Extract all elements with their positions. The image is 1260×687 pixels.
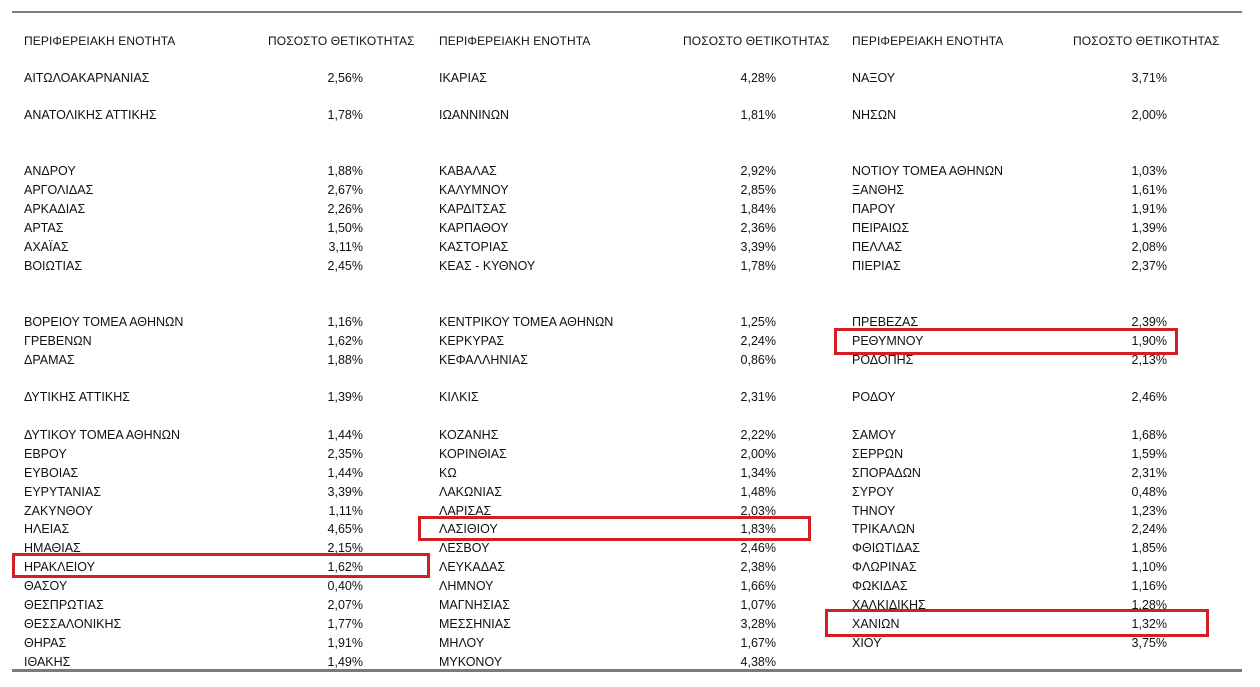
positivity-value: 1,78% xyxy=(740,259,776,273)
positivity-value: 1,39% xyxy=(327,390,363,404)
positivity-value: 0,48% xyxy=(1131,485,1167,499)
region-name: ΘΑΣΟΥ xyxy=(24,579,68,593)
positivity-value: 2,38% xyxy=(740,560,776,574)
region-name: ΣΠΟΡΑΔΩΝ xyxy=(852,466,921,480)
positivity-value: 1,62% xyxy=(327,334,363,348)
region-name: ΛΑΚΩΝΙΑΣ xyxy=(439,485,502,499)
column-header-region: ΠΕΡΙΦΕΡΕΙΑΚΗ ΕΝΟΤΗΤΑ xyxy=(24,34,176,48)
region-name: ΜΑΓΝΗΣΙΑΣ xyxy=(439,598,510,612)
positivity-value: 1,07% xyxy=(740,598,776,612)
region-name: ΚΑΣΤΟΡΙΑΣ xyxy=(439,240,509,254)
region-name: ΚΕΡΚΥΡΑΣ xyxy=(439,334,505,348)
positivity-value: 2,46% xyxy=(1131,390,1167,404)
positivity-value: 2,37% xyxy=(1131,259,1167,273)
region-name: ΑΡΚΑΔΙΑΣ xyxy=(24,202,86,216)
highlight-box xyxy=(834,328,1178,355)
region-name: ΞΑΝΘΗΣ xyxy=(852,183,904,197)
column-header-rate: ΠΟΣΟΣΤΟ ΘΕΤΙΚΟΤΗΤΑΣ xyxy=(1073,34,1220,48)
region-name: ΕΥΒΟΙΑΣ xyxy=(24,466,79,480)
region-name: ΚΑΡΠΑΘΟΥ xyxy=(439,221,509,235)
region-name: ΑΝΔΡΟΥ xyxy=(24,164,76,178)
positivity-value: 2,56% xyxy=(327,71,363,85)
positivity-value: 2,24% xyxy=(740,334,776,348)
region-name: ΚΑΛΥΜΝΟΥ xyxy=(439,183,509,197)
region-name: ΗΛΕΙΑΣ xyxy=(24,522,70,536)
region-name: ΚΕΦΑΛΛΗΝΙΑΣ xyxy=(439,353,528,367)
region-name: ΘΗΡΑΣ xyxy=(24,636,67,650)
positivity-value: 2,31% xyxy=(1131,466,1167,480)
positivity-value: 2,92% xyxy=(740,164,776,178)
positivity-value: 1,84% xyxy=(740,202,776,216)
region-name: ΡΟΔΟΠΗΣ xyxy=(852,353,914,367)
positivity-value: 2,26% xyxy=(327,202,363,216)
positivity-value: 1,91% xyxy=(1131,202,1167,216)
region-name: ΠΑΡΟΥ xyxy=(852,202,896,216)
positivity-value: 2,07% xyxy=(327,598,363,612)
region-name: ΤΗΝΟΥ xyxy=(852,504,896,518)
region-name: ΝΟΤΙΟΥ ΤΟΜΕΑ ΑΘΗΝΩΝ xyxy=(852,164,1004,178)
region-name: ΚΑΡΔΙΤΣΑΣ xyxy=(439,202,507,216)
region-name: ΧΑΛΚΙΔΙΚΗΣ xyxy=(852,598,926,612)
region-name: ΛΕΥΚΑΔΑΣ xyxy=(439,560,506,574)
positivity-value: 1,90% xyxy=(1131,334,1167,348)
top-rule xyxy=(12,11,1242,13)
region-name: ΑΝΑΤΟΛΙΚΗΣ ΑΤΤΙΚΗΣ xyxy=(24,108,157,122)
positivity-value: 1,03% xyxy=(1131,164,1167,178)
region-name: ΖΑΚΥΝΘΟΥ xyxy=(24,504,94,518)
positivity-value: 1,10% xyxy=(1131,560,1167,574)
positivity-value: 0,40% xyxy=(327,579,363,593)
region-name: ΧΑΝΙΩΝ xyxy=(852,617,900,631)
positivity-value: 1,85% xyxy=(1131,541,1167,555)
positivity-value: 1,88% xyxy=(327,164,363,178)
highlight-box xyxy=(825,609,1209,637)
positivity-value: 2,15% xyxy=(327,541,363,555)
region-name: ΦΛΩΡΙΝΑΣ xyxy=(852,560,917,574)
region-name: ΓΡΕΒΕΝΩΝ xyxy=(24,334,92,348)
positivity-value: 1,16% xyxy=(327,315,363,329)
positivity-value: 2,03% xyxy=(740,504,776,518)
region-name: ΝΑΞΟΥ xyxy=(852,71,896,85)
region-name: ΠΕΛΛΑΣ xyxy=(852,240,903,254)
region-name: ΜΥΚΟΝΟΥ xyxy=(439,655,503,669)
positivity-value: 0,86% xyxy=(740,353,776,367)
positivity-value: 1,50% xyxy=(327,221,363,235)
region-name: ΚΟΖΑΝΗΣ xyxy=(439,428,499,442)
region-name: ΙΘΑΚΗΣ xyxy=(24,655,71,669)
positivity-value: 1,16% xyxy=(1131,579,1167,593)
column-header-region: ΠΕΡΙΦΕΡΕΙΑΚΗ ΕΝΟΤΗΤΑ xyxy=(852,34,1004,48)
region-name: ΦΩΚΙΔΑΣ xyxy=(852,579,908,593)
positivity-value: 1,23% xyxy=(1131,504,1167,518)
region-name: ΠΕΙΡΑΙΩΣ xyxy=(852,221,910,235)
region-name: ΔΥΤΙΚΗΣ ΑΤΤΙΚΗΣ xyxy=(24,390,130,404)
positivity-value: 3,71% xyxy=(1131,71,1167,85)
region-name: ΘΕΣΣΑΛΟΝΙΚΗΣ xyxy=(24,617,122,631)
region-name: ΔΥΤΙΚΟΥ ΤΟΜΕΑ ΑΘΗΝΩΝ xyxy=(24,428,181,442)
bottom-rule xyxy=(12,669,1242,672)
region-name: ΜΕΣΣΗΝΙΑΣ xyxy=(439,617,511,631)
region-name: ΗΜΑΘΙΑΣ xyxy=(24,541,81,555)
region-name: ΚΩ xyxy=(439,466,457,480)
region-name: ΠΙΕΡΙΑΣ xyxy=(852,259,901,273)
region-name: ΔΡΑΜΑΣ xyxy=(24,353,75,367)
region-name: ΕΒΡΟΥ xyxy=(24,447,67,461)
region-name: ΚΑΒΑΛΑΣ xyxy=(439,164,497,178)
positivity-value: 1,34% xyxy=(740,466,776,480)
positivity-value: 1,48% xyxy=(740,485,776,499)
region-name: ΗΡΑΚΛΕΙΟΥ xyxy=(24,560,95,574)
region-name: ΑΙΤΩΛΟΑΚΑΡΝΑΝΙΑΣ xyxy=(24,71,150,85)
positivity-value: 3,39% xyxy=(327,485,363,499)
positivity-value: 1,66% xyxy=(740,579,776,593)
positivity-value: 2,39% xyxy=(1131,315,1167,329)
positivity-value: 3,28% xyxy=(740,617,776,631)
positivity-value: 1,32% xyxy=(1131,617,1167,631)
region-name: ΤΡΙΚΑΛΩΝ xyxy=(852,522,915,536)
positivity-value: 1,78% xyxy=(327,108,363,122)
region-name: ΛΗΜΝΟΥ xyxy=(439,579,494,593)
region-name: ΣΥΡΟΥ xyxy=(852,485,895,499)
region-name: ΑΡΤΑΣ xyxy=(24,221,64,235)
positivity-value: 1,44% xyxy=(327,428,363,442)
region-name: ΘΕΣΠΡΩΤΙΑΣ xyxy=(24,598,104,612)
region-name: ΛΑΣΙΘΙΟΥ xyxy=(439,522,498,536)
positivity-value: 1,61% xyxy=(1131,183,1167,197)
positivity-value: 2,08% xyxy=(1131,240,1167,254)
positivity-value: 2,24% xyxy=(1131,522,1167,536)
region-name: ΣΑΜΟΥ xyxy=(852,428,897,442)
highlight-box xyxy=(12,553,430,578)
positivity-value: 3,75% xyxy=(1131,636,1167,650)
positivity-value: 1,67% xyxy=(740,636,776,650)
column-header-region: ΠΕΡΙΦΕΡΕΙΑΚΗ ΕΝΟΤΗΤΑ xyxy=(439,34,591,48)
positivity-value: 2,22% xyxy=(740,428,776,442)
positivity-value: 1,39% xyxy=(1131,221,1167,235)
region-name: ΜΗΛΟΥ xyxy=(439,636,485,650)
region-name: ΣΕΡΡΩΝ xyxy=(852,447,904,461)
positivity-value: 1,25% xyxy=(740,315,776,329)
positivity-value: 3,39% xyxy=(740,240,776,254)
positivity-value: 2,46% xyxy=(740,541,776,555)
positivity-value: 2,00% xyxy=(1131,108,1167,122)
region-name: ΙΚΑΡΙΑΣ xyxy=(439,71,488,85)
positivity-value: 2,00% xyxy=(740,447,776,461)
positivity-value: 1,44% xyxy=(327,466,363,480)
region-name: ΚΕΝΤΡΙΚΟΥ ΤΟΜΕΑ ΑΘΗΝΩΝ xyxy=(439,315,614,329)
positivity-value: 1,28% xyxy=(1131,598,1167,612)
positivity-value: 2,85% xyxy=(740,183,776,197)
region-name: ΧΙΟΥ xyxy=(852,636,882,650)
region-name: ΛΕΣΒΟΥ xyxy=(439,541,490,555)
region-name: ΚΕΑΣ - ΚΥΘΝΟΥ xyxy=(439,259,536,273)
positivity-value: 2,36% xyxy=(740,221,776,235)
positivity-value: 2,35% xyxy=(327,447,363,461)
region-name: ΑΧΑΪΑΣ xyxy=(24,240,69,254)
positivity-value: 4,38% xyxy=(740,655,776,669)
positivity-value: 1,62% xyxy=(327,560,363,574)
positivity-value: 1,91% xyxy=(327,636,363,650)
positivity-value: 4,65% xyxy=(327,522,363,536)
region-name: ΠΡΕΒΕΖΑΣ xyxy=(852,315,919,329)
region-name: ΒΟΡΕΙΟΥ ΤΟΜΕΑ ΑΘΗΝΩΝ xyxy=(24,315,184,329)
positivity-value: 2,13% xyxy=(1131,353,1167,367)
region-name: ΚΙΛΚΙΣ xyxy=(439,390,479,404)
positivity-value: 1,49% xyxy=(327,655,363,669)
positivity-value: 1,88% xyxy=(327,353,363,367)
region-name: ΚΟΡΙΝΘΙΑΣ xyxy=(439,447,507,461)
positivity-value: 2,31% xyxy=(740,390,776,404)
highlight-box xyxy=(418,516,811,541)
positivity-value: 2,45% xyxy=(327,259,363,273)
region-name: ΙΩΑΝΝΙΝΩΝ xyxy=(439,108,510,122)
region-name: ΕΥΡΥΤΑΝΙΑΣ xyxy=(24,485,101,499)
positivity-value: 2,67% xyxy=(327,183,363,197)
region-name: ΛΑΡΙΣΑΣ xyxy=(439,504,492,518)
region-name: ΡΟΔΟΥ xyxy=(852,390,896,404)
region-name: ΦΘΙΩΤΙΔΑΣ xyxy=(852,541,921,555)
region-name: ΝΗΣΩΝ xyxy=(852,108,897,122)
region-name: ΡΕΘΥΜΝΟΥ xyxy=(852,334,924,348)
positivity-value: 1,11% xyxy=(328,504,363,518)
positivity-value: 1,83% xyxy=(740,522,776,536)
positivity-value: 3,11% xyxy=(328,240,363,254)
region-name: ΒΟΙΩΤΙΑΣ xyxy=(24,259,83,273)
column-header-rate: ΠΟΣΟΣΤΟ ΘΕΤΙΚΟΤΗΤΑΣ xyxy=(268,34,415,48)
column-header-rate: ΠΟΣΟΣΤΟ ΘΕΤΙΚΟΤΗΤΑΣ xyxy=(683,34,830,48)
positivity-value: 4,28% xyxy=(740,71,776,85)
positivity-value: 1,81% xyxy=(740,108,776,122)
positivity-value: 1,77% xyxy=(327,617,363,631)
positivity-value: 1,59% xyxy=(1131,447,1167,461)
region-name: ΑΡΓΟΛΙΔΑΣ xyxy=(24,183,94,197)
positivity-value: 1,68% xyxy=(1131,428,1167,442)
